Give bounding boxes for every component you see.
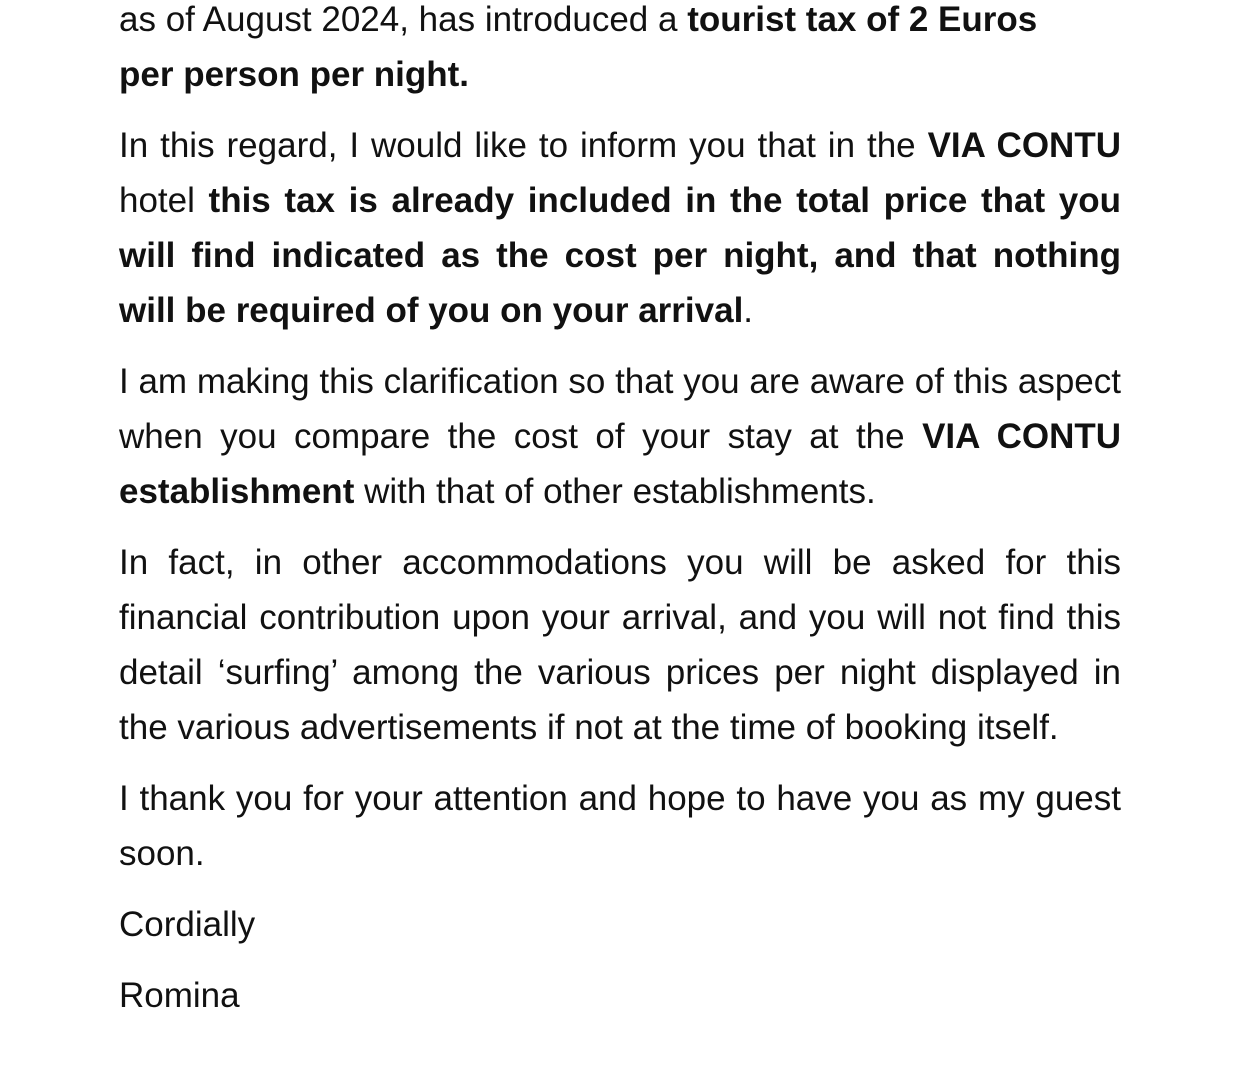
period: . [743, 291, 754, 330]
closing-text: Cordially [119, 905, 256, 944]
tax-unit-text: per person per night. [119, 55, 470, 94]
closing [119, 897, 1121, 952]
clarification-text: I am making this clarification so that you are aware of this aspect when you compare the cost of your stay at the [119, 362, 1121, 456]
paragraph-thanks [119, 771, 1121, 881]
paragraph-tourist-tax [119, 0, 1121, 102]
signature [119, 968, 1121, 1023]
regard-text: In this regard, I would like to inform you that in the [119, 126, 928, 165]
establishment-name: VIA CONTU establishment [119, 417, 1122, 511]
paragraph-other-accommodations [119, 535, 1121, 755]
tax-intro-text: as of August 2024, has introduced a [119, 0, 688, 39]
hotel-word: hotel [119, 181, 209, 220]
tax-included-statement: this tax is already included in the total price that you will find indicated as the cost per night, and that nothing will be required of you on your arrival [119, 181, 1121, 330]
thanks-text: I thank you for your attention and hope to have you as my guest soon. [119, 779, 1121, 873]
paragraph-clarification [119, 354, 1121, 519]
hotel-name: VIA CONTU [927, 126, 1121, 165]
tax-amount-text: tourist tax of 2 Euros [687, 0, 1038, 39]
signature-text: Romina [119, 976, 240, 1015]
comparison-text: with that of other establishments. [354, 472, 876, 511]
letter-body [119, 0, 1121, 1039]
other-accommodations-text: In fact, in other accommodations you will be asked for this financial contribution upon your arrival, and you will not find this detail ‘surfing’ among the various prices per night displayed in the various advertisements if not at the time of booking itself. [119, 543, 1121, 747]
paragraph-tax-included [119, 118, 1121, 338]
